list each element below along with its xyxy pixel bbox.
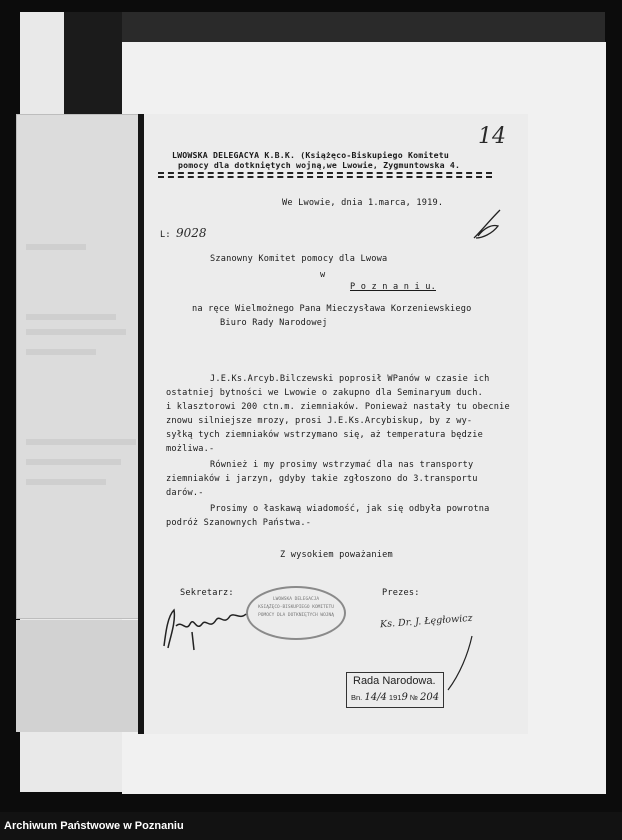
registry-stamp-line	[351, 692, 439, 703]
body-line: i klasztorowi 200 ctn.m. ziemniaków. Ponieważ nastały tu obecnie	[166, 402, 510, 412]
page-number: 14	[478, 124, 506, 149]
body-line: darów.-	[166, 488, 204, 498]
reference-number: 9028	[176, 226, 207, 240]
reference-label: L:	[160, 230, 171, 240]
addressee-line-5: Biuro Rady Narodowej	[220, 318, 328, 328]
left-underlying-sheet	[16, 114, 154, 619]
registry-stamp	[346, 672, 444, 708]
place-date: We Lwowie, dnia 1.marca, 1919.	[282, 198, 444, 208]
body-line: J.E.Ks.Arcyb.Bilczewski poprosił WPanów w czasie ich	[210, 374, 490, 384]
closing-salutation: Z wysokiem poważaniem	[280, 550, 393, 560]
organization-stamp	[246, 586, 346, 640]
faint-text-line	[26, 439, 136, 445]
body-line: Prosimy o łaskawą wiadomość, jak się odbyła powrotna	[210, 504, 490, 514]
registry-number: 204	[420, 692, 440, 703]
registry-year-suffix: 9	[401, 692, 408, 703]
archive-footer: Archiwum Państwowe w Poznaniu	[0, 812, 622, 840]
stamp-line-3: POMOCY DLA DOTKNIĘTYCH WOJNĄ	[258, 613, 334, 618]
president-signature: Ks. Dr. J. Łęgłowicz	[379, 612, 473, 631]
signature-flourish-icon	[442, 634, 482, 694]
letterhead-line-1: LWOWSKA DELEGACYA K.B.K. (Książęco-Biskupiego Komitetu	[172, 150, 449, 160]
registry-prefix: Bn.	[351, 693, 363, 702]
faint-text-line	[26, 459, 121, 465]
body-line: ostatniej bytności we Lwowie o zakupno dla Seminaryum duch.	[166, 388, 484, 398]
president-label: Prezes:	[382, 588, 420, 598]
body-line: możliwa.-	[166, 444, 215, 454]
left-strip	[64, 12, 122, 117]
addressee-line-1: Szanowny Komitet pomocy dla Lwowa	[210, 254, 388, 264]
registry-year-prefix: 191	[388, 693, 402, 702]
letterhead-line-2: pomocy dla dotkniętych wojną,we Lwowie, Zygmuntowska 4.	[178, 160, 461, 170]
secretary-signature-icon	[158, 602, 250, 652]
letterhead-divider	[158, 176, 492, 178]
faint-text-line	[26, 349, 96, 355]
secretary-label: Sekretarz:	[180, 588, 234, 598]
bottom-left-sheet	[16, 620, 138, 732]
letterhead-divider	[158, 172, 492, 174]
addressee-line-4: na ręce Wielmożnego Pana Mieczysława Korzeniewskiego	[192, 304, 472, 314]
body-line: syłką tych ziemniaków wstrzymano się, aż temperatura będzie	[166, 430, 484, 440]
body-line: znowu silniejsze mrozy, prosi J.E.Ks.Arcybiskup, by z wy-	[166, 416, 473, 426]
registry-date: 14/4	[364, 692, 387, 703]
body-line: podróż Szanownych Państwa.-	[166, 518, 312, 528]
handwritten-mark-icon	[472, 208, 504, 242]
addressee-line-2: w	[320, 270, 326, 280]
faint-text-line	[26, 314, 116, 320]
letter-document	[144, 114, 528, 734]
faint-text-line	[26, 329, 126, 335]
addressee-city: P o z n a n i u.	[350, 282, 436, 292]
registry-number-prefix: №	[409, 693, 418, 702]
faint-text-line	[26, 479, 106, 485]
registry-stamp-title: Rada Narodowa.	[353, 675, 436, 687]
faint-text-line	[26, 244, 86, 250]
stamp-line-2: KSIĄŻĘCO-BISKUPIEGO KOMITETU	[258, 605, 334, 610]
body-line: ziemniaków i jarzyn, gdyby takie zgłoszono do 3.transportu	[166, 474, 478, 484]
stamp-line-1: LWOWSKA DELEGACJA	[272, 597, 320, 602]
body-line: Również i my prosimy wstrzymać dla nas transporty	[210, 460, 474, 470]
